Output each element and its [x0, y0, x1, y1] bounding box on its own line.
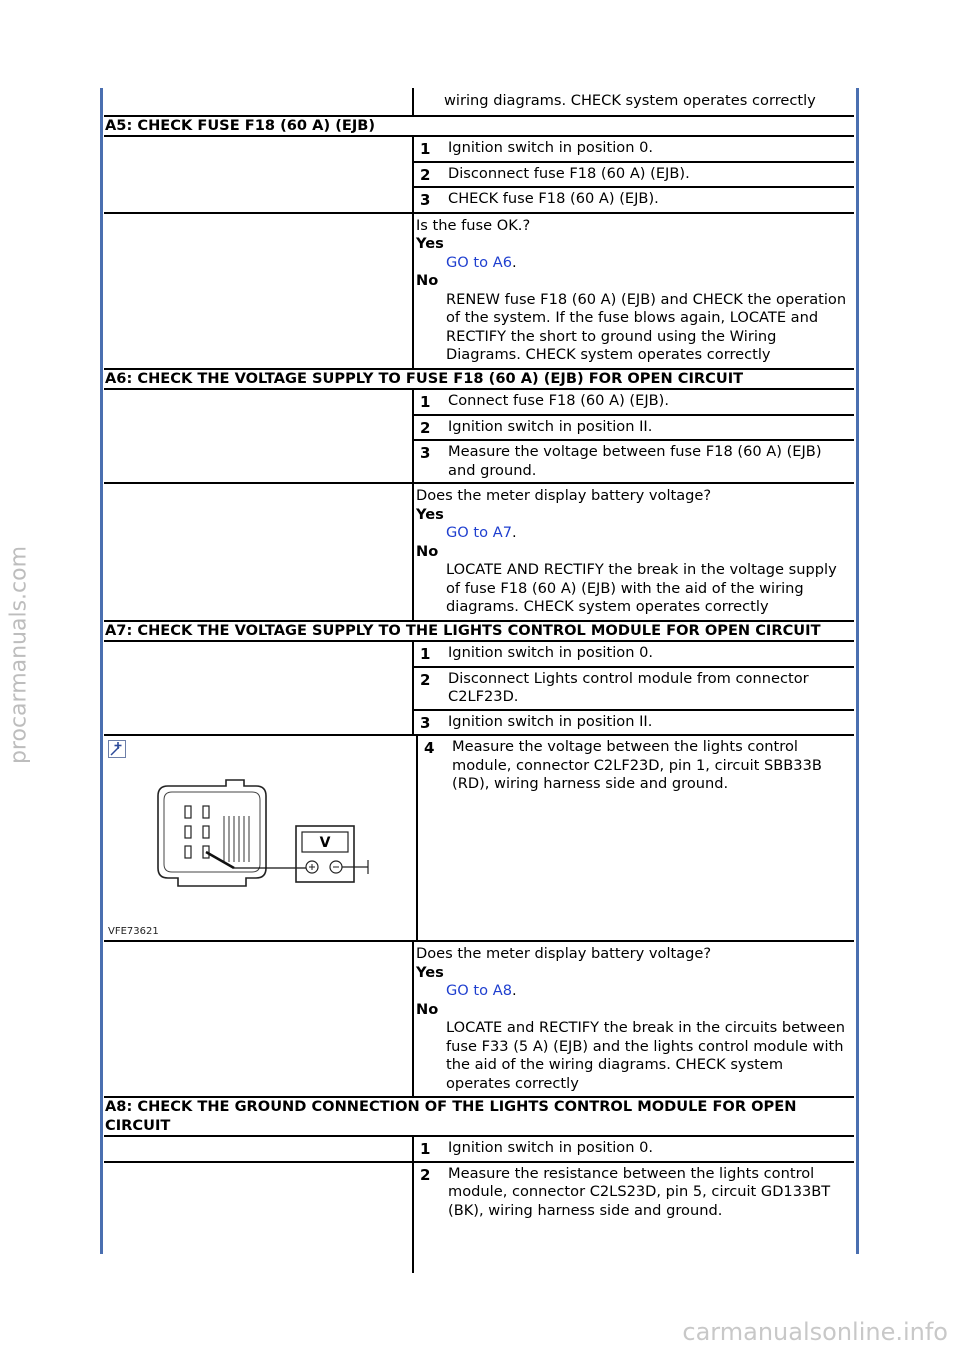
section-a5-steps — [104, 137, 854, 214]
step-text: Disconnect Lights control module from connector C2LF23D. — [448, 669, 809, 705]
left-page-edge — [100, 88, 103, 1254]
meter-symbol: V — [319, 835, 331, 851]
question-text: Does the meter display battery voltage? — [416, 487, 712, 504]
step-number: 4 — [424, 739, 435, 757]
step-text: Ignition switch in position 0. — [448, 1139, 654, 1156]
step — [414, 163, 854, 189]
section-a8-header: A8: CHECK THE GROUND CONNECTION OF THE LIGHTS CONTROL MODULE FOR OPEN CIRCUIT — [104, 1098, 854, 1137]
go-to-a8-link[interactable]: GO to A8 — [446, 982, 512, 999]
section-a6-header: A6: CHECK THE VOLTAGE SUPPLY TO FUSE F18 (60 A) (EJB) FOR OPEN CIRCUIT — [104, 370, 854, 391]
step-number: 1 — [420, 645, 431, 663]
step — [414, 441, 854, 482]
step — [414, 711, 854, 735]
continuation-text: wiring diagrams. CHECK system operates correctly — [444, 92, 816, 109]
bottom-watermark: carmanualsonline.info — [682, 1318, 948, 1346]
section-a7-figure-row — [104, 736, 854, 942]
figure-label: VFE73621 — [108, 926, 159, 937]
step-number: 2 — [420, 418, 431, 437]
section-a8-step-2 — [104, 1163, 854, 1273]
step-text: Ignition switch in position 0. — [448, 644, 654, 661]
yes-label: Yes — [416, 963, 444, 981]
no-label: No — [416, 272, 439, 289]
step — [414, 188, 854, 212]
step-text: Connect fuse F18 (60 A) (EJB). — [448, 392, 669, 409]
continuation-row — [104, 88, 854, 117]
step-number: 3 — [420, 191, 431, 209]
step-text: Ignition switch in position II. — [448, 712, 653, 730]
step-text: Ignition switch in position II. — [448, 417, 653, 435]
side-watermark: procarmanuals.com — [6, 545, 32, 765]
go-to-a6-link[interactable]: GO to A6 — [446, 253, 512, 271]
step-number: 1 — [420, 393, 431, 411]
step — [414, 416, 854, 442]
no-action-text: LOCATE and RECTIFY the break in the circuits between fuse F33 (5 A) (EJB) and the lights control module with the aid of the wiring diagrams. CHECK system operates correctly — [446, 1019, 845, 1092]
yes-label: Yes — [416, 235, 444, 252]
step — [414, 642, 854, 668]
section-a7-steps — [104, 642, 854, 736]
step-number: 2 — [420, 165, 431, 184]
section-a6-steps — [104, 390, 854, 484]
step-text: Measure the voltage between fuse F18 (60 A) (EJB) and ground. — [448, 443, 822, 479]
section-a7-result: Does the meter display battery voltage? Yes GO to A8. No LOCATE and RECTIFY the break in the circuits between fuse F33 (5 A) (EJB) and the lights control module with the aid of the wiring diagrams. CHECK system operates correctly — [104, 942, 854, 1098]
step — [418, 736, 854, 796]
go-to-a7-link[interactable]: GO to A7 — [446, 524, 512, 541]
step — [414, 1137, 854, 1161]
no-label: No — [416, 542, 439, 560]
connector-figure — [104, 736, 418, 940]
question-text: Is the fuse OK.? — [416, 216, 531, 234]
section-a5-result: Is the fuse OK.? Yes GO to A6. No RENEW fuse F18 (60 A) (EJB) and CHECK the operation of the system. If the fuse blows again, LOCATE and RECTIFY the short to ground using the Wiring Diagrams. CHECK system operates correctly — [104, 214, 854, 370]
step — [414, 390, 854, 416]
question-text: Does the meter display battery voltage? — [416, 945, 712, 962]
step-number: 2 — [420, 670, 431, 689]
step-number: 1 — [420, 140, 431, 158]
step-text: Disconnect fuse F18 (60 A) (EJB). — [448, 164, 690, 182]
section-a7-header: A7: CHECK THE VOLTAGE SUPPLY TO THE LIGHTS CONTROL MODULE FOR OPEN CIRCUIT — [104, 622, 854, 643]
step — [414, 668, 854, 711]
section-a6-result: Does the meter display battery voltage? Yes GO to A7. No LOCATE AND RECTIFY the break in the voltage supply of fuse F18 (60 A) (EJB) with the aid of the wiring diagrams. CHECK system operates correctly — [104, 484, 854, 622]
no-label: No — [416, 1000, 439, 1018]
step-number: 3 — [420, 713, 431, 732]
section-a8-step-1 — [104, 1137, 854, 1163]
diagnostic-table — [104, 88, 854, 1273]
step-text: CHECK fuse F18 (60 A) (EJB). — [448, 190, 659, 207]
yes-label: Yes — [416, 505, 444, 523]
no-action-text: LOCATE AND RECTIFY the break in the voltage supply of fuse F18 (60 A) (EJB) with the aid of the wiring diagrams. CHECK system operates correctly — [446, 561, 837, 615]
right-page-edge — [856, 88, 859, 1254]
section-a5-header: A5: CHECK FUSE F18 (60 A) (EJB) — [104, 117, 854, 138]
no-action-text: RENEW fuse F18 (60 A) (EJB) and CHECK the operation of the system. If the fuse blows again, LOCATE and RECTIFY the short to ground using the Wiring Diagrams. CHECK system operates correctly — [446, 290, 847, 363]
step-number: 1 — [420, 1140, 431, 1158]
step-text: Measure the voltage between the lights control module, connector C2LF23D, pin 1, circuit SBB33B (RD), wiring harness side and ground. — [452, 738, 822, 792]
step — [414, 1163, 854, 1223]
step-text: Ignition switch in position 0. — [448, 139, 654, 156]
step-number: 2 — [420, 1165, 431, 1184]
step-number: 3 — [420, 444, 431, 462]
step-text: Measure the resistance between the lights control module, connector C2LS23D, pin 5, circuit GD133BT (BK), wiring harness side and ground. — [448, 1164, 831, 1219]
expand-image-icon[interactable] — [108, 740, 126, 758]
connector-diagram — [106, 738, 410, 938]
step — [414, 137, 854, 163]
